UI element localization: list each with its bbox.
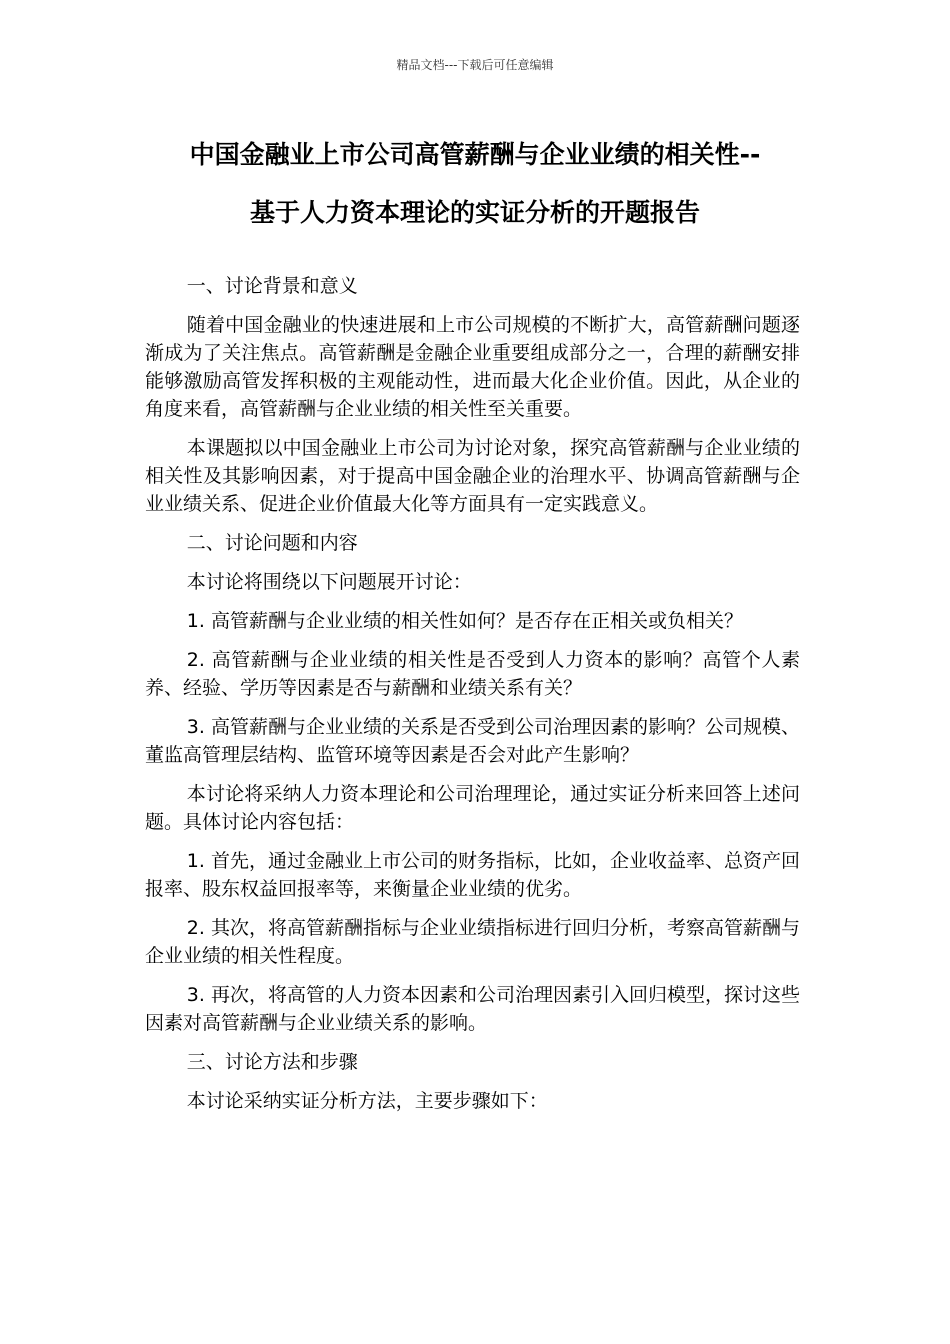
content-item-2: 2. 其次，将高管薪酬指标与企业业绩指标进行回归分析，考察高管薪酬与企业业绩的相关性程度。 bbox=[145, 917, 800, 967]
paragraph-questions-intro: 本讨论将围绕以下问题展开讨论： bbox=[186, 571, 472, 593]
document-title-line-2: 基于人力资本理论的实证分析的开题报告 bbox=[249, 198, 700, 227]
document-title-line-1: 中国金融业上市公司高管薪酬与企业业绩的相关性-- bbox=[189, 140, 761, 169]
content-item-3: 3. 再次，将高管的人力资本因素和公司治理因素引入回归模型，探讨这些因素对高管薪酬与企业业绩关系的影响。 bbox=[145, 984, 800, 1034]
section-heading-methods: 三、讨论方法和步骤 bbox=[186, 1051, 358, 1073]
content-item-1: 1. 首先，通过金融业上市公司的财务指标，比如，企业收益率、总资产回报率、股东权益回报率等，来衡量企业业绩的优劣。 bbox=[145, 850, 800, 900]
document-body bbox=[145, 272, 800, 1126]
paragraph-topic: 本课题拟以中国金融业上市公司为讨论对象，探究高管薪酬与企业业绩的相关性及其影响因素，对于提高中国金融企业的治理水平、协调高管薪酬与企业业绩关系、促进企业价值最大化等方面具有一定实践意义。 bbox=[145, 437, 800, 515]
header-note: 精品文档---下载后可任意编辑 bbox=[396, 58, 554, 72]
question-item-1: 1. 高管薪酬与企业业绩的相关性如何？是否存在正相关或负相关？ bbox=[186, 610, 743, 632]
section-heading-questions: 二、讨论问题和内容 bbox=[186, 532, 358, 554]
section-heading-background: 一、讨论背景和意义 bbox=[186, 275, 358, 297]
paragraph-methods-intro: 本讨论采纳实证分析方法，主要步骤如下： bbox=[186, 1090, 548, 1112]
question-item-2: 2. 高管薪酬与企业业绩的相关性是否受到人力资本的影响？高管个人素养、经验、学历等因素是否与薪酬和业绩关系有关？ bbox=[145, 649, 800, 699]
paragraph-background: 随着中国金融业的快速进展和上市公司规模的不断扩大，高管薪酬问题逐渐成为了关注焦点。高管薪酬是金融企业重要组成部分之一，合理的薪酬安排能够激励高管发挥积极的主观能动性，进而最大化企业价值。因此，从企业的角度来看，高管薪酬与企业业绩的相关性至关重要。 bbox=[145, 314, 800, 420]
question-item-3: 3. 高管薪酬与企业业绩的关系是否受到公司治理因素的影响？公司规模、董监高管理层结构、监管环境等因素是否会对此产生影响？ bbox=[145, 716, 800, 766]
paragraph-content-intro: 本讨论将采纳人力资本理论和公司治理理论，通过实证分析来回答上述问题。具体讨论内容包括： bbox=[145, 783, 800, 833]
